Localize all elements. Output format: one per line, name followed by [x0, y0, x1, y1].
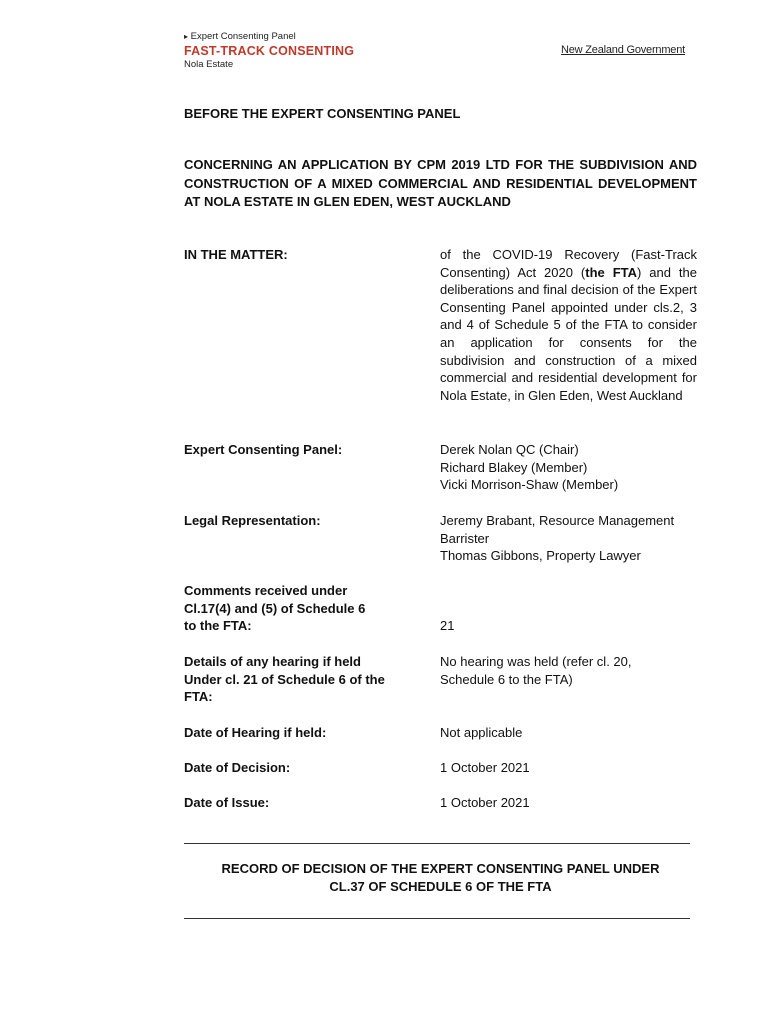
legal-value: Jeremy Brabant, Resource Management Barrister Thomas Gibbons, Property Lawyer	[440, 513, 675, 564]
divider-top	[184, 843, 690, 844]
decision-date-label: Date of Decision:	[184, 760, 291, 775]
panel-label: Expert Consenting Panel:	[184, 442, 343, 457]
matter-text: of the COVID-19 Recovery (Fast-Track Consenting) Act 2020 (the FTA) and the deliberations and final decision of the Expert Consenting Panel appointed under cls.2, 3 and 4 of Schedule 5 of the FTA to consider an application for consents for the subdivision and construction of a mixed commercial and residential development for Nola Estate, in Glen Eden, West Auckland	[440, 247, 697, 403]
panel-member: Derek Nolan QC (Chair)	[440, 442, 579, 457]
panel-name: Expert Consenting Panel	[190, 31, 296, 42]
divider-bottom	[184, 918, 690, 919]
nz-government-logo: New Zealand Government	[561, 44, 685, 56]
panel-member: Vicki Morrison-Shaw (Member)	[440, 477, 619, 493]
decision-date-value: 1 October 2021	[440, 760, 530, 775]
issue-date-value: 1 October 2021	[440, 795, 530, 810]
arrow-marker-icon: ▸	[184, 32, 189, 41]
panel-members	[440, 441, 618, 494]
concerning-paragraph: CONCERNING AN APPLICATION BY CPM 2019 LTD FOR THE SUBDIVISION AND CONSTRUCTION OF A MIXED COMMERCIAL AND RESIDENTIAL DEVELOPMENT AT NOLA ESTATE IN GLEN EDEN, WEST AUCKLAND	[184, 157, 697, 209]
legal-label: Legal Representation:	[184, 513, 321, 528]
hearing-date-value: Not applicable	[440, 725, 523, 740]
hearing-date-label: Date of Hearing if held:	[184, 725, 327, 740]
comments-label: Comments received under Cl.17(4) and (5) of Schedule 6 to the FTA:	[184, 583, 366, 634]
panel-member: Richard Blakey (Member)	[440, 459, 588, 475]
record-title: RECORD OF DECISION OF THE EXPERT CONSENTING PANEL UNDER CL.37 OF SCHEDULE 6 OF THE FTA	[221, 861, 660, 894]
project-name: Nola Estate	[184, 59, 234, 70]
hearing-details-label: Details of any hearing if held Under cl. 21 of Schedule 6 of the FTA:	[184, 654, 385, 705]
fast-track-title: FAST-TRACK CONSENTING	[184, 44, 355, 58]
comments-value: 21	[440, 618, 455, 633]
hearing-details-value: No hearing was held (refer cl. 20, Schedule 6 to the FTA)	[440, 654, 632, 687]
issue-date-label: Date of Issue:	[184, 795, 270, 810]
matter-label: IN THE MATTER:	[184, 247, 288, 262]
panel-header	[184, 31, 296, 42]
page-heading: BEFORE THE EXPERT CONSENTING PANEL	[184, 106, 461, 121]
